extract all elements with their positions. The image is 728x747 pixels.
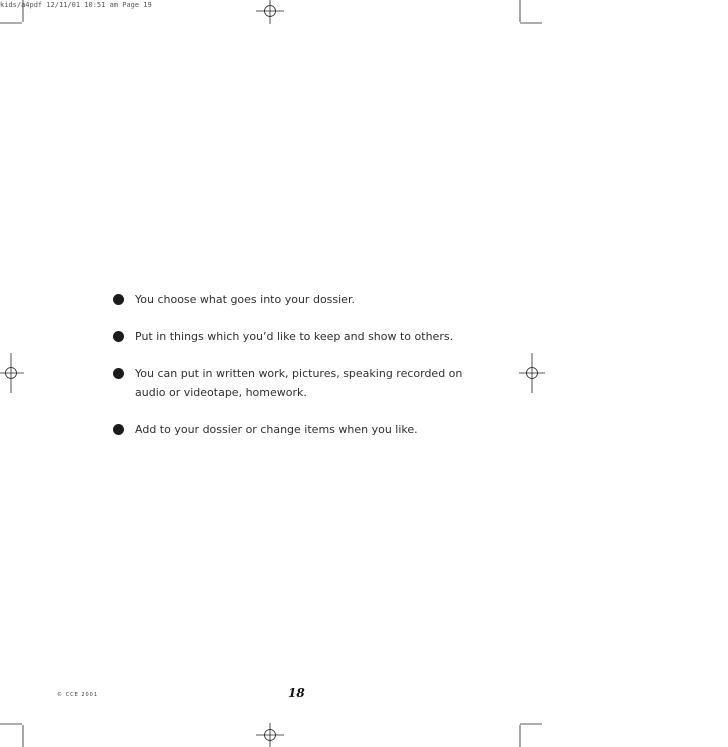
list-item bbox=[113, 327, 473, 346]
list-item-text: You can put in written work, pictures, speaking recorded on audio or videotape, homework. bbox=[135, 367, 463, 399]
bullet-icon bbox=[113, 368, 124, 379]
bullet-list bbox=[113, 290, 473, 457]
print-slug: kids/a4pdf 12/11/01 10:51 am Page 19 bbox=[0, 1, 152, 9]
bullet-icon bbox=[113, 424, 124, 435]
bullet-icon bbox=[113, 294, 124, 305]
page-number: 18 bbox=[288, 686, 305, 700]
list-item bbox=[113, 420, 473, 439]
list-item bbox=[113, 290, 473, 309]
copyright-notice: © CCE 2001 bbox=[57, 692, 99, 698]
bullet-icon bbox=[113, 331, 124, 342]
list-item-text: Put in things which you’d like to keep and show to others. bbox=[135, 330, 454, 343]
list-item-text: Add to your dossier or change items when you like. bbox=[135, 423, 418, 436]
list-item bbox=[113, 364, 473, 402]
list-item-text: You choose what goes into your dossier. bbox=[135, 293, 355, 306]
